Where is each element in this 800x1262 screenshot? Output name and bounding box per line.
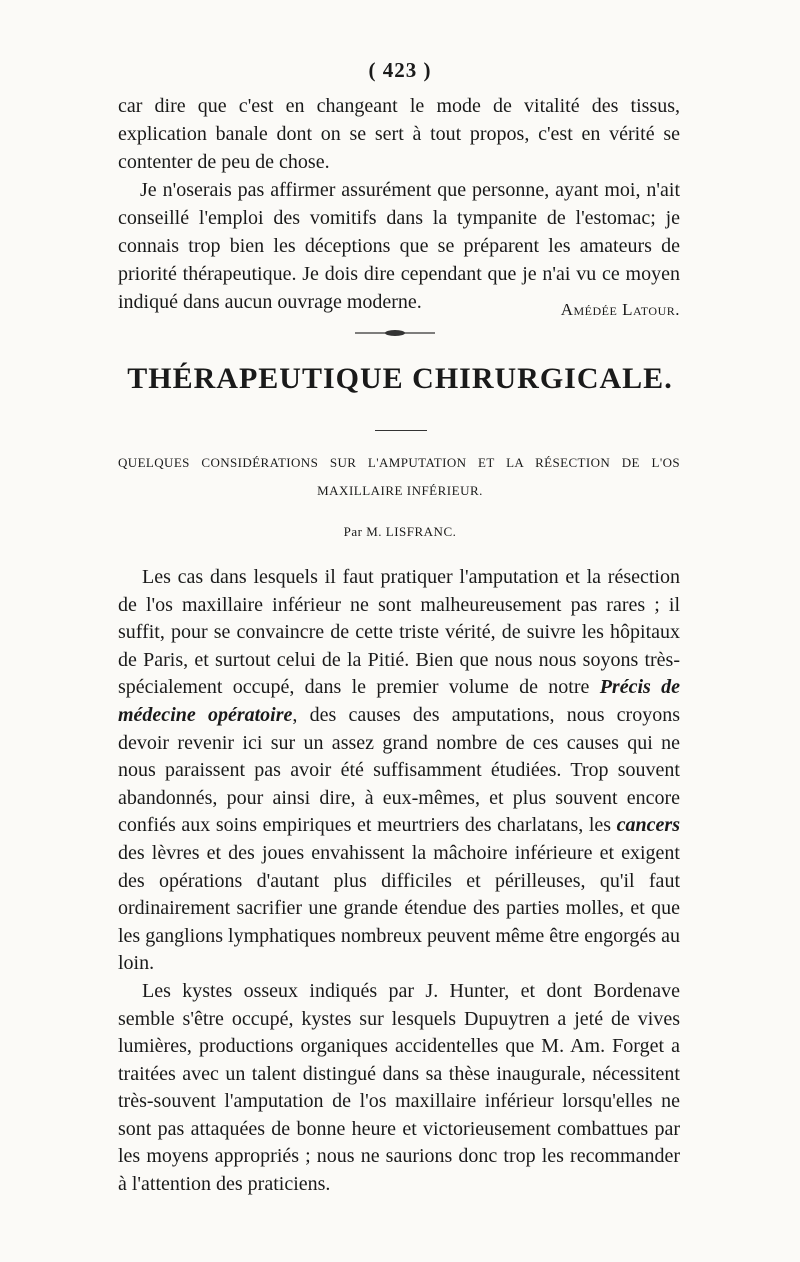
cancers-emphasis: cancers xyxy=(616,814,680,837)
paragraph-1-text-a: Les cas dans lesquels il faut pratiquer l'amputation et la résection de l'os maxillaire inférieur ne sont malheureusement pas rares ; il suffit, pour se convaincre de cette triste vérité, de suivre les hôpitaux de Paris, et surtout celui de la Pitié. Bien que nous nous soyons très-spécialement occupé, dans le premier volume de notre xyxy=(118,566,680,699)
paragraph-1-text-b: , des causes des amputations, nous croyons devoir revenir ici sur un assez grand nombre de ces causes qui ne nous paraissent pas avoir été suffisamment étudiées. Trop souvent abandonnés, pour ainsi dire, à eux-mêmes, et plus souvent encore confiés aux soins empiriques et meurtriers des charlatans, les xyxy=(118,703,680,837)
ornament-divider xyxy=(355,328,435,338)
section-title: THÉRAPEUTIQUE CHIRURGICALE. xyxy=(127,362,673,395)
article-paragraph-2: Les kystes osseux indiqués par J. Hunter, et dont Bordenave semble s'être occupé, kystes sur lesquels Dupuytren a jeté de vives lumières, productions organiques accidentelles que M. Am. Forget a traitées avec un talent distingué dans sa thèse inaugurale, nécessitent très-souvent l'amputation de l'os maxillaire inférieur lorsqu'elles ne sont pas attaquées de bonne heure et victorieusement combattues par les moyens appropriés ; nous ne saurions donc trop les recommander à l'attention des praticiens. xyxy=(118,979,680,1196)
article-body xyxy=(118,564,680,1199)
page-number: ( 423 ) xyxy=(368,58,432,82)
intro-paragraph-1: car dire que c'est en changeant le mode de vitalité des tissus, explication banale dont on se sert à tout propos, c'est en vérité se contenter de peu de chose. xyxy=(118,95,680,173)
title-rule xyxy=(375,430,427,431)
article-title-line-1: QUELQUES CONSIDÉRATIONS SUR L'AMPUTATION ET LA RÉSECTION DE L'OS xyxy=(118,455,680,470)
author-signature: Amédée Latour. xyxy=(560,300,680,319)
article-paragraph-1 xyxy=(118,564,680,978)
article-title-line-2: MAXILLAIRE INFÉRIEUR. xyxy=(317,483,483,498)
book-title-emphasis: Précis de médecine opératoire xyxy=(118,676,680,726)
intro-paragraph-2: Je n'oserais pas affirmer assurément que personne, ayant moi, n'ait conseillé l'emploi des vomitifs dans la tympanite de l'estomac; je connais trop bien les déceptions que se préparent les amateurs de priorité thérapeutique. Je dois dire cependant que je n'ai vu ce moyen indiqué dans aucun ouvrage moderne. xyxy=(118,179,680,313)
intro-text xyxy=(118,92,680,316)
paragraph-1-text-c: des lèvres et des joues envahissent la mâchoire inférieure et exigent des opérations d'autant plus difficiles et périlleuses, qu'il faut ordinairement sacrifier une grande étendue des parties molles, et que les ganglions lymphatiques nombreux peuvent même être engorgés au loin. xyxy=(118,841,680,975)
article-byline: Par M. LISFRANC. xyxy=(343,524,457,539)
